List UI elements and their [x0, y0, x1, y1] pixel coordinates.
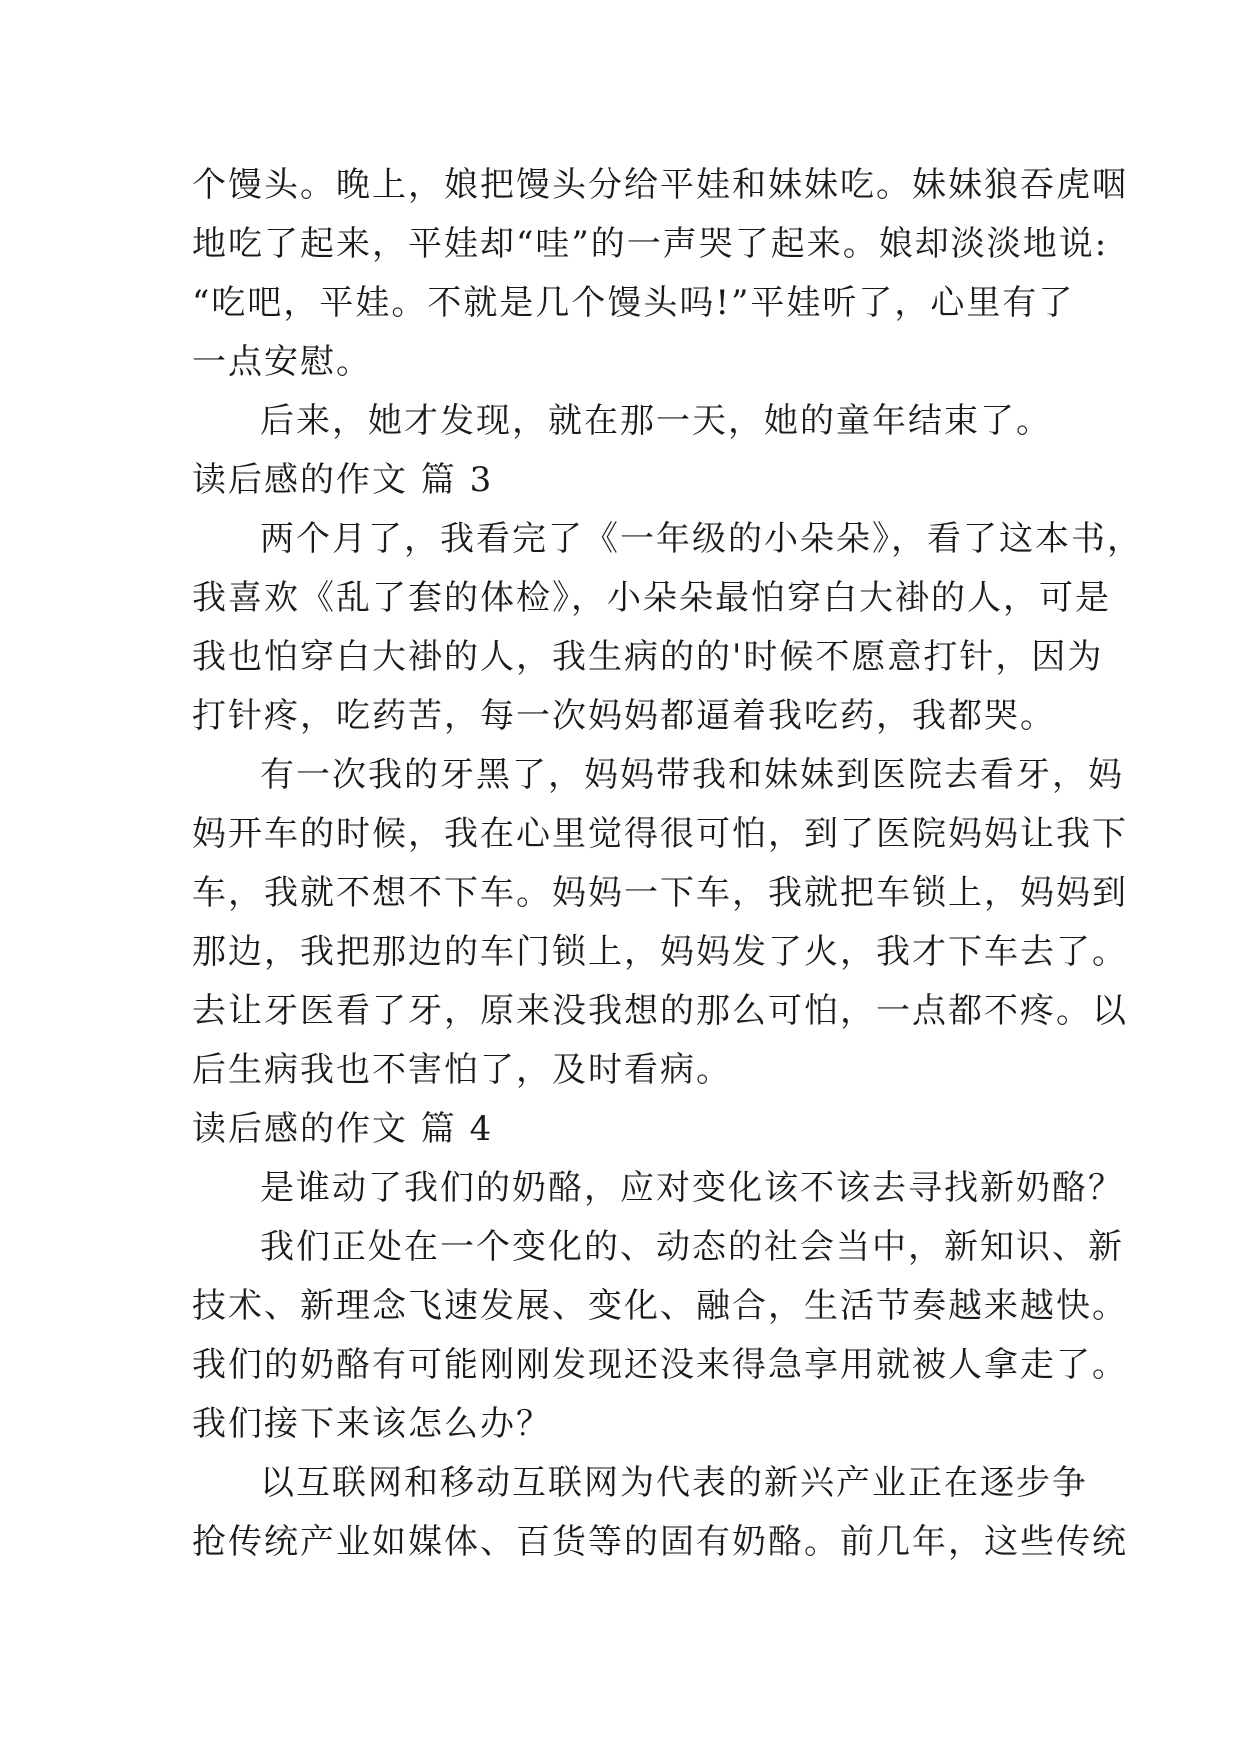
- paragraph-line: 个馒头。晚上，娘把馒头分给平娃和妹妹吃。妹妹狼吞虎咽: [192, 165, 1128, 205]
- paragraph-first-line: 以互联网和移动互联网为代表的新兴产业正在逐步争: [260, 1463, 1088, 1503]
- paragraph-line: “吃吧，平娃。不就是几个馒头吗!”平娃听了，心里有了: [192, 283, 1075, 323]
- section-heading: 读后感的作文 篇 3: [192, 460, 494, 500]
- paragraph-first-line: 两个月了，我看完了《一年级的小朵朵》，看了这本书，: [260, 519, 1143, 559]
- paragraph-line: 我喜欢《乱了套的体检》，小朵朵最怕穿白大褂的人，可是: [192, 578, 1111, 618]
- paragraph-line: 妈开车的时候，我在心里觉得很可怕，到了医院妈妈让我下: [192, 814, 1128, 854]
- paragraph-first-line: 有一次我的牙黑了，妈妈带我和妹妹到医院去看牙，妈: [260, 755, 1124, 795]
- paragraph-first-line: 我们正处在一个变化的、动态的社会当中，新知识、新: [260, 1227, 1124, 1267]
- paragraph-line: 我们的奶酪有可能刚刚发现还没来得急享用就被人拿走了。: [192, 1345, 1128, 1385]
- paragraph-line: 一点安慰。: [192, 342, 372, 382]
- paragraph-line: 打针疼，吃药苦，每一次妈妈都逼着我吃药，我都哭。: [192, 696, 1056, 736]
- paragraph-line: 我也怕穿白大褂的人，我生病的的'时候不愿意打针，因为: [192, 637, 1104, 677]
- document-body: [192, 156, 1143, 1572]
- paragraph-first-line: 后来，她才发现，就在那一天，她的童年结束了。: [260, 401, 1052, 441]
- paragraph-line: 后生病我也不害怕了，及时看病。: [192, 1050, 732, 1090]
- paragraph-line: 那边，我把那边的车门锁上，妈妈发了火，我才下车去了。: [192, 932, 1128, 972]
- paragraph-line: 技术、新理念飞速发展、变化、融合，生活节奏越来越快。: [192, 1286, 1128, 1326]
- paragraph-first-line: 是谁动了我们的奶酪，应对变化该不该去寻找新奶酪？: [260, 1168, 1124, 1208]
- paragraph-line: 我们接下来该怎么办？: [192, 1404, 552, 1444]
- section-heading: 读后感的作文 篇 4: [192, 1109, 494, 1149]
- paragraph-line: 地吃了起来，平娃却“哇”的一声哭了起来。娘却淡淡地说:: [192, 224, 1109, 264]
- paragraph-line: 车，我就不想不下车。妈妈一下车，我就把车锁上，妈妈到: [192, 873, 1128, 913]
- paragraph-line: 去让牙医看了牙，原来没我想的那么可怕，一点都不疼。以: [192, 991, 1128, 1031]
- paragraph-line: 抢传统产业如媒体、百货等的固有奶酪。前几年，这些传统: [192, 1522, 1128, 1562]
